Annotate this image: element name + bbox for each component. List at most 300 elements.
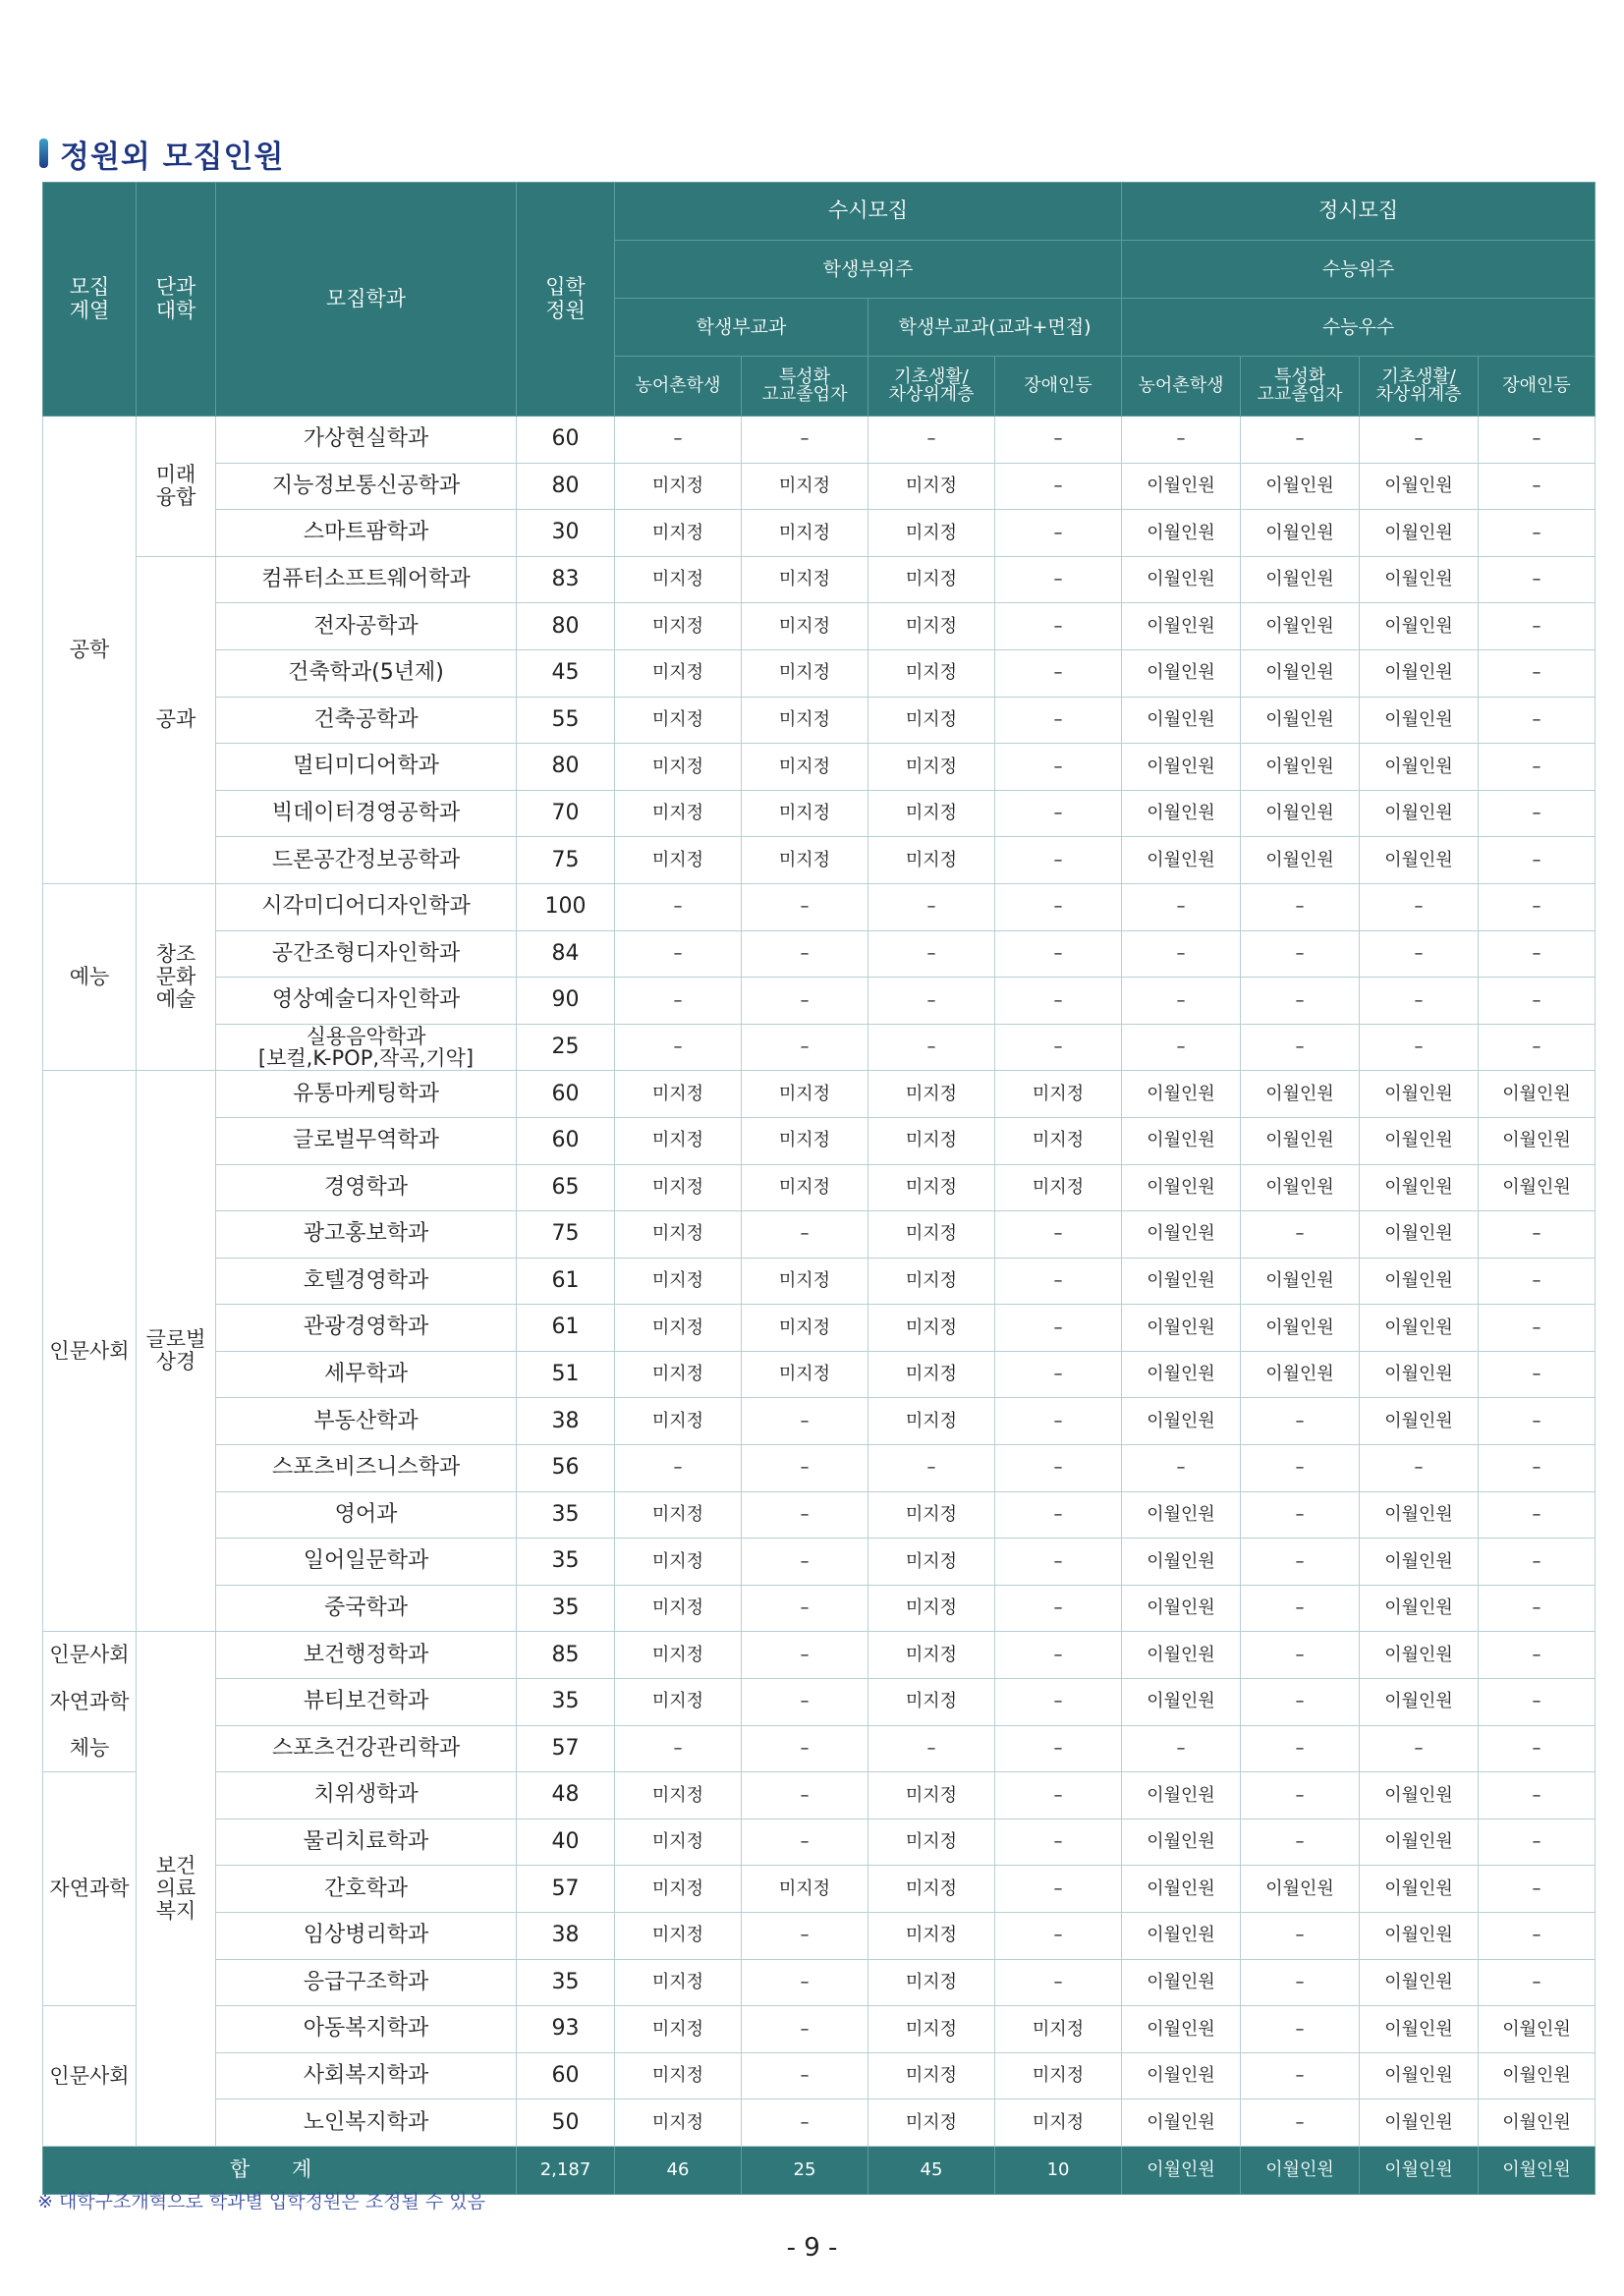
value-cell: – — [1479, 1539, 1596, 1586]
value-cell: 이월인원 — [1122, 1164, 1241, 1211]
value-cell: 이월인원 — [1241, 1258, 1360, 1305]
value-cell: 이월인원 — [1122, 556, 1241, 603]
value-cell: 미지정 — [615, 2006, 742, 2053]
value-cell: – — [1360, 978, 1479, 1025]
department-cell: 뷰티보건학과 — [216, 1679, 517, 1726]
value-cell: 미지정 — [615, 1866, 742, 1913]
value-cell: – — [995, 1679, 1122, 1726]
value-cell: – — [1479, 744, 1596, 791]
department-cell: 공간조형디자인학과 — [216, 930, 517, 978]
value-cell: 이월인원 — [1122, 603, 1241, 650]
value-cell: – — [995, 1585, 1122, 1632]
value-cell: – — [995, 697, 1122, 744]
value-cell: 이월인원 — [1479, 1117, 1596, 1164]
field-cell: 예능 — [43, 883, 137, 1070]
value-cell: 이월인원 — [1479, 2052, 1596, 2100]
value-cell: – — [868, 883, 995, 930]
department-cell: 경영학과 — [216, 1164, 517, 1211]
college-cell: 보건 의료 복지 — [137, 1632, 216, 2147]
value-cell: 미지정 — [742, 837, 868, 884]
value-cell: 미지정 — [868, 1679, 995, 1726]
department-cell: 임상병리학과 — [216, 1913, 517, 1960]
value-cell: 미지정 — [742, 1164, 868, 1211]
value-cell: 미지정 — [615, 744, 742, 791]
table-row — [43, 1679, 1596, 1726]
department-cell: 건축공학과 — [216, 697, 517, 744]
value-cell: – — [1241, 1913, 1360, 1960]
value-cell: – — [615, 417, 742, 464]
table-row — [43, 1772, 1596, 1820]
value-cell: – — [1360, 1024, 1479, 1071]
value-cell: 이월인원 — [1360, 1772, 1479, 1820]
value-cell: – — [1241, 1632, 1360, 1679]
value-cell: – — [995, 1351, 1122, 1398]
department-cell: 컴퓨터소프트웨어학과 — [216, 556, 517, 603]
value-cell: – — [742, 417, 868, 464]
value-cell: – — [1360, 1445, 1479, 1492]
value-cell: – — [1241, 2052, 1360, 2100]
total-value-cell: 이월인원 — [1241, 2146, 1360, 2194]
value-cell: 이월인원 — [1122, 1959, 1241, 2006]
department-cell: 스포츠건강관리학과 — [216, 1725, 517, 1772]
value-cell: 이월인원 — [1122, 1866, 1241, 1913]
value-cell: 미지정 — [742, 1866, 868, 1913]
value-cell: 미지정 — [868, 1258, 995, 1305]
table-row — [43, 2100, 1596, 2147]
value-cell: 미지정 — [742, 510, 868, 557]
value-cell: – — [1241, 1445, 1360, 1492]
value-cell: – — [995, 1539, 1122, 1586]
value-cell: 이월인원 — [1122, 1071, 1241, 1118]
value-cell: 미지정 — [742, 1305, 868, 1352]
department-cell: 중국학과 — [216, 1585, 517, 1632]
header-quota: 입학 정원 — [517, 183, 615, 417]
value-cell: 이월인원 — [1241, 744, 1360, 791]
total-value-cell: 45 — [868, 2146, 995, 2194]
value-cell: – — [1360, 417, 1479, 464]
quota-cell: 83 — [517, 556, 615, 603]
value-cell: 미지정 — [615, 1258, 742, 1305]
header-col-6: 특성화 고교졸업자 — [1241, 357, 1360, 417]
value-cell: 이월인원 — [1360, 1258, 1479, 1305]
value-cell: – — [1479, 1585, 1596, 1632]
value-cell: 이월인원 — [1122, 1491, 1241, 1539]
value-cell: 미지정 — [868, 744, 995, 791]
value-cell: 미지정 — [742, 603, 868, 650]
value-cell: – — [615, 1024, 742, 1071]
department-cell: 글로벌무역학과 — [216, 1117, 517, 1164]
value-cell: 이월인원 — [1122, 2100, 1241, 2147]
department-cell: 스마트팜학과 — [216, 510, 517, 557]
value-cell: 이월인원 — [1479, 1071, 1596, 1118]
value-cell: – — [1241, 1398, 1360, 1445]
value-cell: – — [995, 1725, 1122, 1772]
value-cell: – — [1479, 417, 1596, 464]
value-cell: 이월인원 — [1360, 1071, 1479, 1118]
value-cell: – — [1479, 883, 1596, 930]
value-cell: 미지정 — [742, 790, 868, 837]
total-value-cell: 25 — [742, 2146, 868, 2194]
department-cell: 물리치료학과 — [216, 1819, 517, 1866]
value-cell: 이월인원 — [1241, 1117, 1360, 1164]
total-quota: 2,187 — [517, 2146, 615, 2194]
value-cell: 미지정 — [868, 2052, 995, 2100]
quota-cell: 80 — [517, 603, 615, 650]
quota-cell: 60 — [517, 1071, 615, 1118]
value-cell: 미지정 — [868, 1491, 995, 1539]
department-cell: 시각미디어디자인학과 — [216, 883, 517, 930]
quota-cell: 93 — [517, 2006, 615, 2053]
quota-cell: 75 — [517, 837, 615, 884]
header-col-4: 장애인등 — [995, 357, 1122, 417]
value-cell: 미지정 — [615, 1585, 742, 1632]
header-college: 단과 대학 — [137, 183, 216, 417]
quota-cell: 61 — [517, 1258, 615, 1305]
value-cell: 미지정 — [615, 2100, 742, 2147]
value-cell: 이월인원 — [1360, 1819, 1479, 1866]
department-cell: 일어일문학과 — [216, 1539, 517, 1586]
department-cell: 영상예술디자인학과 — [216, 978, 517, 1025]
header-col-1: 농어촌학생 — [615, 357, 742, 417]
total-value-cell: 이월인원 — [1479, 2146, 1596, 2194]
value-cell: – — [1479, 1351, 1596, 1398]
value-cell: – — [742, 883, 868, 930]
value-cell: – — [1479, 790, 1596, 837]
value-cell: – — [742, 930, 868, 978]
department-cell: 전자공학과 — [216, 603, 517, 650]
value-cell: 미지정 — [615, 1913, 742, 1960]
quota-cell: 48 — [517, 1772, 615, 1820]
value-cell: – — [742, 1913, 868, 1960]
quota-cell: 75 — [517, 1211, 615, 1259]
value-cell: – — [1479, 978, 1596, 1025]
total-label: 합 계 — [43, 2146, 517, 2194]
value-cell: 미지정 — [615, 1071, 742, 1118]
table-row — [43, 1351, 1596, 1398]
quota-cell: 51 — [517, 1351, 615, 1398]
value-cell: 이월인원 — [1122, 463, 1241, 510]
value-cell: 미지정 — [615, 603, 742, 650]
value-cell: 미지정 — [615, 1164, 742, 1211]
value-cell: – — [742, 1585, 868, 1632]
value-cell: 이월인원 — [1241, 1164, 1360, 1211]
value-cell: – — [1479, 697, 1596, 744]
value-cell: 이월인원 — [1241, 1071, 1360, 1118]
department-cell: 스포츠비즈니스학과 — [216, 1445, 517, 1492]
field-cell: 체능 — [43, 1725, 137, 1772]
value-cell: – — [995, 556, 1122, 603]
quota-cell: 35 — [517, 1679, 615, 1726]
department-cell: 지능정보통신공학과 — [216, 463, 517, 510]
value-cell: 미지정 — [615, 1305, 742, 1352]
total-value-cell: 이월인원 — [1360, 2146, 1479, 2194]
value-cell: 미지정 — [868, 1071, 995, 1118]
value-cell: 이월인원 — [1122, 649, 1241, 697]
department-cell: 세무학과 — [216, 1351, 517, 1398]
table-row — [43, 649, 1596, 697]
header-susi-type1: 학생부교과 — [615, 299, 868, 357]
value-cell: 미지정 — [868, 697, 995, 744]
value-cell: 미지정 — [615, 1491, 742, 1539]
value-cell: 이월인원 — [1360, 1305, 1479, 1352]
value-cell: 이월인원 — [1122, 2006, 1241, 2053]
table-row — [43, 1585, 1596, 1632]
value-cell: – — [742, 2052, 868, 2100]
value-cell: – — [1241, 930, 1360, 978]
value-cell: 이월인원 — [1360, 1117, 1479, 1164]
value-cell: 이월인원 — [1122, 510, 1241, 557]
value-cell: 미지정 — [995, 1164, 1122, 1211]
value-cell: – — [995, 790, 1122, 837]
header-col-7: 기초생활/ 차상위계층 — [1360, 357, 1479, 417]
value-cell: – — [868, 978, 995, 1025]
table-row — [43, 744, 1596, 791]
department-cell: 아동복지학과 — [216, 2006, 517, 2053]
department-cell: 간호학과 — [216, 1866, 517, 1913]
value-cell: – — [995, 1024, 1122, 1071]
value-cell: – — [995, 649, 1122, 697]
value-cell: 미지정 — [868, 1772, 995, 1820]
table-row — [43, 463, 1596, 510]
value-cell: – — [1241, 1539, 1360, 1586]
value-cell: 이월인원 — [1360, 603, 1479, 650]
value-cell: 이월인원 — [1241, 697, 1360, 744]
value-cell: – — [742, 1491, 868, 1539]
value-cell: 미지정 — [615, 1959, 742, 2006]
value-cell: – — [615, 978, 742, 1025]
value-cell: 이월인원 — [1241, 649, 1360, 697]
value-cell: 이월인원 — [1122, 1772, 1241, 1820]
value-cell: 미지정 — [995, 1071, 1122, 1118]
value-cell: 미지정 — [868, 556, 995, 603]
value-cell: 미지정 — [995, 1117, 1122, 1164]
department-cell: 빅데이터경영공학과 — [216, 790, 517, 837]
value-cell: 이월인원 — [1122, 1258, 1241, 1305]
value-cell: – — [1122, 978, 1241, 1025]
value-cell: 미지정 — [868, 1866, 995, 1913]
table-row — [43, 1211, 1596, 1259]
value-cell: 이월인원 — [1479, 2006, 1596, 2053]
value-cell: – — [1360, 883, 1479, 930]
value-cell: 이월인원 — [1122, 744, 1241, 791]
value-cell: 미지정 — [615, 1772, 742, 1820]
value-cell: 이월인원 — [1360, 2100, 1479, 2147]
value-cell: 이월인원 — [1360, 1211, 1479, 1259]
value-cell: 이월인원 — [1122, 1539, 1241, 1586]
value-cell: – — [1122, 930, 1241, 978]
value-cell: – — [868, 1024, 995, 1071]
quota-cell: 61 — [517, 1305, 615, 1352]
table-row — [43, 1539, 1596, 1586]
value-cell: 이월인원 — [1360, 1959, 1479, 2006]
value-cell: – — [1122, 1445, 1241, 1492]
table-row — [43, 2052, 1596, 2100]
quota-cell: 35 — [517, 1491, 615, 1539]
quota-cell: 35 — [517, 1585, 615, 1632]
value-cell: – — [1241, 978, 1360, 1025]
value-cell: 미지정 — [615, 1679, 742, 1726]
value-cell: – — [1241, 1772, 1360, 1820]
value-cell: – — [1479, 1819, 1596, 1866]
value-cell: 미지정 — [868, 603, 995, 650]
value-cell: – — [1241, 1725, 1360, 1772]
total-value-cell: 46 — [615, 2146, 742, 2194]
value-cell: 미지정 — [868, 2100, 995, 2147]
table-row — [43, 1913, 1596, 1960]
value-cell: – — [1479, 1866, 1596, 1913]
value-cell: – — [995, 1772, 1122, 1820]
header-jeongsi-type: 수능우수 — [1122, 299, 1596, 357]
value-cell: 미지정 — [868, 1117, 995, 1164]
header-col-5: 농어촌학생 — [1122, 357, 1241, 417]
value-cell: – — [1241, 1679, 1360, 1726]
department-cell: 가상현실학과 — [216, 417, 517, 464]
value-cell: – — [995, 1866, 1122, 1913]
value-cell: – — [1122, 417, 1241, 464]
quota-cell: 70 — [517, 790, 615, 837]
value-cell: 이월인원 — [1360, 510, 1479, 557]
college-cell: 창조 문화 예술 — [137, 883, 216, 1070]
quota-cell: 35 — [517, 1539, 615, 1586]
table-row — [43, 1866, 1596, 1913]
quota-cell: 40 — [517, 1819, 615, 1866]
value-cell: 이월인원 — [1241, 603, 1360, 650]
value-cell: 미지정 — [868, 1351, 995, 1398]
value-cell: – — [1479, 1305, 1596, 1352]
table-row — [43, 1959, 1596, 2006]
value-cell: – — [1241, 1819, 1360, 1866]
department-cell: 광고홍보학과 — [216, 1211, 517, 1259]
value-cell: – — [1241, 883, 1360, 930]
value-cell: – — [995, 1913, 1122, 1960]
table-row — [43, 1398, 1596, 1445]
value-cell: 이월인원 — [1360, 2006, 1479, 2053]
section-heading — [39, 134, 284, 173]
quota-cell: 45 — [517, 649, 615, 697]
value-cell: – — [1479, 510, 1596, 557]
value-cell: 이월인원 — [1122, 1585, 1241, 1632]
value-cell: – — [1479, 1725, 1596, 1772]
value-cell: – — [615, 930, 742, 978]
value-cell: – — [995, 1398, 1122, 1445]
value-cell: 이월인원 — [1360, 1632, 1479, 1679]
value-cell: 미지정 — [615, 1351, 742, 1398]
value-cell: – — [995, 837, 1122, 884]
value-cell: – — [1241, 1959, 1360, 2006]
value-cell: 이월인원 — [1241, 1351, 1360, 1398]
footnote: ※ 대학구조개혁으로 학과별 입학정원은 조정될 수 있음 — [37, 2191, 485, 2212]
field-cell: 인문사회 — [43, 1632, 137, 1679]
value-cell: 미지정 — [995, 2100, 1122, 2147]
value-cell: – — [1241, 1491, 1360, 1539]
quota-cell: 57 — [517, 1725, 615, 1772]
value-cell: 미지정 — [868, 463, 995, 510]
value-cell: 미지정 — [615, 1819, 742, 1866]
college-cell: 글로벌 상경 — [137, 1071, 216, 1632]
value-cell: – — [1241, 1211, 1360, 1259]
table-row — [43, 510, 1596, 557]
value-cell: 미지정 — [868, 1819, 995, 1866]
value-cell: – — [1360, 930, 1479, 978]
value-cell: 이월인원 — [1360, 556, 1479, 603]
quota-cell: 84 — [517, 930, 615, 978]
department-cell: 관광경영학과 — [216, 1305, 517, 1352]
value-cell: – — [995, 930, 1122, 978]
value-cell: 이월인원 — [1360, 697, 1479, 744]
value-cell: – — [1241, 1585, 1360, 1632]
value-cell: 이월인원 — [1241, 790, 1360, 837]
value-cell: 이월인원 — [1360, 1398, 1479, 1445]
header-department: 모집학과 — [216, 183, 517, 417]
value-cell: 이월인원 — [1479, 1164, 1596, 1211]
title-marker-icon — [39, 139, 48, 168]
value-cell: 미지정 — [615, 649, 742, 697]
value-cell: 미지정 — [615, 1211, 742, 1259]
value-cell: 미지정 — [868, 1164, 995, 1211]
field-cell: 인문사회 — [43, 2006, 137, 2147]
value-cell: 이월인원 — [1241, 510, 1360, 557]
value-cell: 미지정 — [868, 510, 995, 557]
value-cell: – — [1122, 883, 1241, 930]
value-cell: 이월인원 — [1122, 1679, 1241, 1726]
value-cell: – — [995, 1959, 1122, 2006]
department-cell: 노인복지학과 — [216, 2100, 517, 2147]
value-cell: 미지정 — [742, 1117, 868, 1164]
value-cell: – — [868, 930, 995, 978]
value-cell: – — [995, 1491, 1122, 1539]
value-cell: – — [742, 1445, 868, 1492]
value-cell: – — [995, 510, 1122, 557]
value-cell: – — [995, 978, 1122, 1025]
quota-cell: 60 — [517, 2052, 615, 2100]
header-susi-type2: 학생부교과(교과+면접) — [868, 299, 1122, 357]
value-cell: 미지정 — [868, 1632, 995, 1679]
value-cell: – — [995, 1819, 1122, 1866]
quota-cell: 90 — [517, 978, 615, 1025]
value-cell: 미지정 — [615, 837, 742, 884]
value-cell: – — [1479, 1959, 1596, 2006]
value-cell: 미지정 — [615, 1539, 742, 1586]
value-cell: – — [1479, 1913, 1596, 1960]
value-cell: 이월인원 — [1241, 1305, 1360, 1352]
value-cell: 이월인원 — [1241, 556, 1360, 603]
table-row — [43, 556, 1596, 603]
value-cell: 이월인원 — [1122, 1913, 1241, 1960]
value-cell: 이월인원 — [1360, 1351, 1479, 1398]
department-cell: 멀티미디어학과 — [216, 744, 517, 791]
value-cell: – — [742, 1725, 868, 1772]
table-row — [43, 1491, 1596, 1539]
header-field: 모집 계열 — [43, 183, 137, 417]
value-cell: – — [1241, 2100, 1360, 2147]
value-cell: – — [1241, 417, 1360, 464]
value-cell: 미지정 — [615, 2052, 742, 2100]
department-cell: 호텔경영학과 — [216, 1258, 517, 1305]
department-cell: 치위생학과 — [216, 1772, 517, 1820]
value-cell: 미지정 — [868, 1539, 995, 1586]
table-row — [43, 790, 1596, 837]
department-cell: 부동산학과 — [216, 1398, 517, 1445]
value-cell: – — [995, 1211, 1122, 1259]
value-cell: 미지정 — [742, 463, 868, 510]
department-cell: 건축학과(5년제) — [216, 649, 517, 697]
value-cell: 미지정 — [995, 2006, 1122, 2053]
value-cell: – — [742, 1539, 868, 1586]
value-cell: – — [615, 883, 742, 930]
value-cell: 미지정 — [615, 556, 742, 603]
field-cell: 인문사회 — [43, 1071, 137, 1632]
value-cell: – — [868, 1445, 995, 1492]
